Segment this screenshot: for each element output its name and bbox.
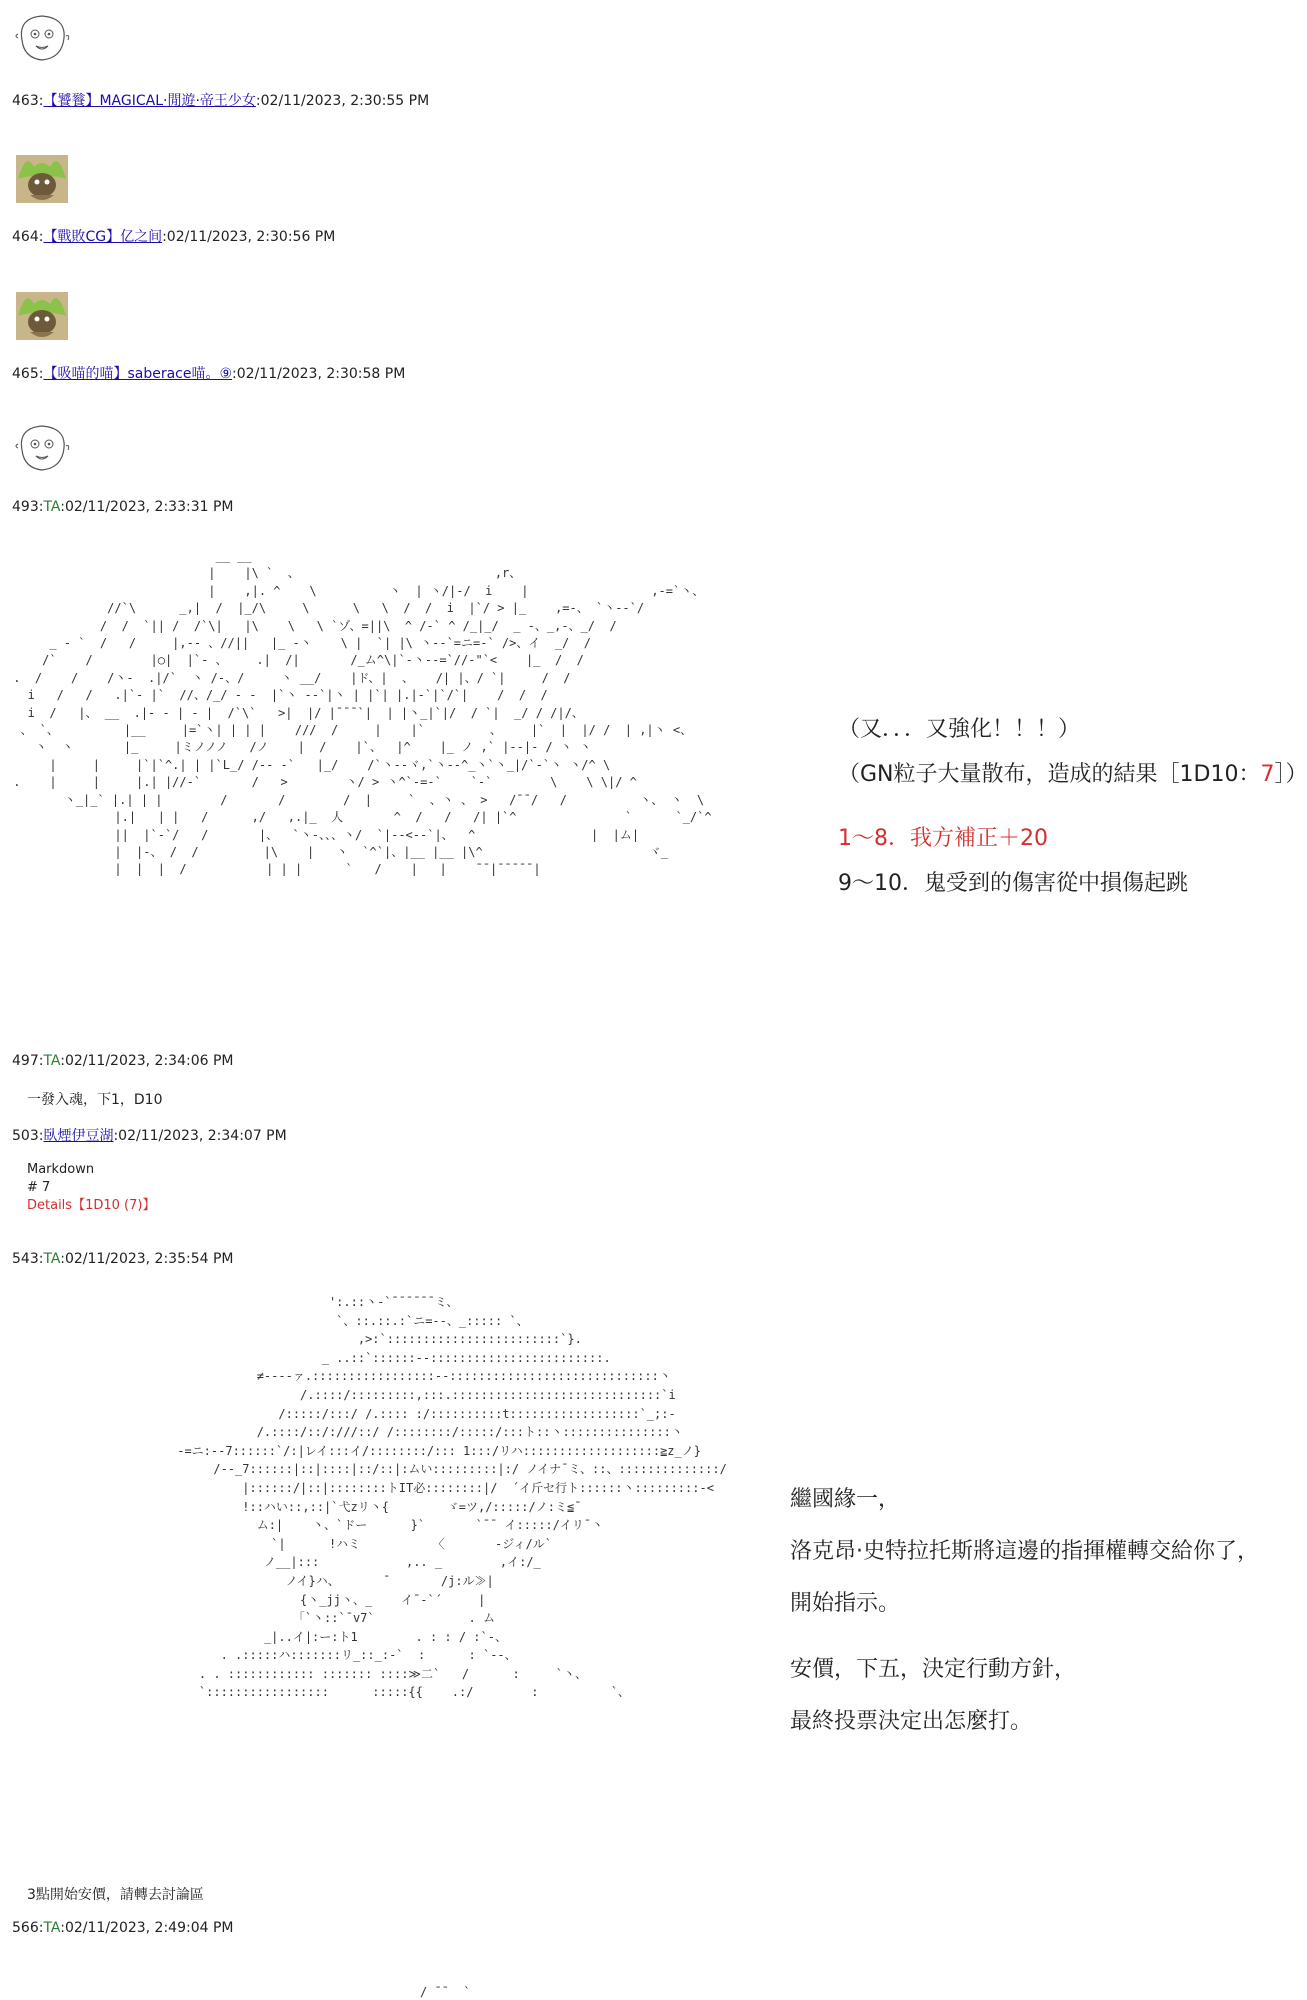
post-number[interactable]: 465 [12, 366, 39, 382]
poster-name-link[interactable]: 【戰敗CG】亿之间 [43, 229, 163, 245]
post-number[interactable]: 543 [12, 1251, 39, 1267]
side-line: 安價，下五，決定行動方針， [790, 1657, 1077, 1682]
post-header: 497:TA:02/11/2023, 2:34:06 PM [12, 1053, 234, 1069]
ascii-art-mecha: __ __ | |\ ` 、 ,r、 | ,|. ^ \ 丶 | 丶/|-/ i | ,-=`丶、 //`\ _,| / |_/\ \ \ \ / / i |`/ > |_ ,=-、 `丶--`/ / / `|| / /`\| |\ \ \ `ゾ、=||\ ^ /-` ^ /_|_/ _ -、_,-、_/ / _ - ` / / |,-- 、//|| |_ -丶 \ | `| |\ 丶--`=ニ=-` />、イ _/ / /` / |○| |`- 、 .| /| /_ム^\|`-丶--=`//-"`< |_ / / . / / /丶- .|/` 丶 /-、/ 丶 __/ |ド、| 、 /| |、/ `| / / i / / .|`- |` //、/_/ - - |`丶 --`|丶 | |`| |.|-`|`/`| / / / i / |、 __ .|- - | - | /`\` >| |/ |¯¯¯`| | |丶_|`|/ / `| _/ / /|/、 、 `、 |__ |=`丶| | | | /// / | |` 、 |` | |/ / | ,|丶 <、 丶 丶 |_ |ミノノノ /ノ | / |`、 |^ |_ ノ ,` |--|- / 丶 丶 | | |`|`^.| | |`L_/ /-- -` |_/ /`丶--ヾ,`丶--^_丶`丶_|/`-`丶 丶/^ \ . | | |.| |//-` / > 丶/ > 丶^`-=-` `-` \ \ \|/ ^ 丶_|_` |.| | | / / / | ` 、丶 、 > /¯¯/ / 丶、 丶 \ |.| | | / ,/ ,.|_ 人 ^ / / /| |`^ ` `_/`^ || |`-`/ / |、 `丶-、、、丶/ `|--<--`|、 ^ | |ム| | |-、 / / |\ | 丶 `^`|、|__ |__ |\^ ヾ_ | | | / | | | ` / | | ¯¯|¯¯¯¯¯| [13, 549, 712, 877]
post-footer-note: 3點開始安價，請轉去討論區 [27, 1887, 204, 1903]
poster-name: TA [43, 1251, 61, 1267]
command-description [790, 1474, 1259, 1748]
ascii-art-fragment: / ¯¯ ` [420, 1985, 471, 1999]
md-line: Markdown [27, 1162, 95, 1177]
roll-result: 7 [1260, 761, 1275, 787]
post-number[interactable]: 493 [12, 499, 39, 515]
post-header: 503:臥煙伊豆湖:02/11/2023, 2:34:07 PM [12, 1128, 287, 1144]
post-time: 02/11/2023, 2:34:07 PM [118, 1128, 287, 1144]
post-header: 465:【吸喵的喵】saberace喵。⑨:02/11/2023, 2:30:58 PM [12, 366, 406, 382]
post-header: 493:TA:02/11/2023, 2:33:31 PM [12, 499, 234, 515]
poster-name: TA [43, 1053, 61, 1069]
post-time: 02/11/2023, 2:30:55 PM [260, 93, 430, 109]
post-header: 543:TA:02/11/2023, 2:35:54 PM [12, 1251, 234, 1267]
poster-name-link[interactable]: 【饕餮】MAGICAL·閒遊·帝王少女 [43, 93, 256, 109]
side-line: 繼國緣一， [790, 1487, 901, 1512]
post-time: 02/11/2023, 2:33:31 PM [64, 499, 234, 515]
post-number[interactable]: 464 [12, 229, 39, 245]
post-header: 566:TA:02/11/2023, 2:49:04 PM [12, 1920, 234, 1936]
side-line: （又．．．又強化！！！） [838, 717, 1081, 742]
character-avatar [12, 145, 72, 205]
character-avatar [12, 282, 72, 342]
dice-details[interactable]: Details【1D10 (7)】 [27, 1198, 156, 1213]
roll-description [838, 716, 1307, 898]
post-time: 02/11/2023, 2:30:56 PM [166, 229, 336, 245]
post-number[interactable]: 463 [12, 93, 39, 109]
side-line-roll: （GN粒子大量散布，造成的結果［1D10：7］） [838, 761, 1307, 787]
ascii-art-character: ':.::丶-`¯¯¯¯¯¯ミ、 `、::.::.:`ニ=--、_::::: `、 ,>:`::::::::::::::::::::::::`}. _ ..::`::::::--::::::::::::::::::::::::. ≠----ァ.:::::::::::::::::--:::::::::::::::::::::::::::::丶 /.::::/:::::::::,:::.:::::::::::::::::::::::::::::`i /:::::/:::/ /.:::: :/::::::::::t::::::::::::::::::`_;:- /.::::/::/:///::/ /::::::::/:::::/:::ト::丶:::::::::::::::丶 -=ニ:--7::::::`/:|レイ:::イ/::::::::/::: 1:::/リハ:::::::::::::::::::≧z_ノ} /--_7::::::|::|::::|::/::|:ムい:::::::::|:/ ノイナ¯ミ、::、::::::::::::::/ |::::::/|::|::::::::トIT必::::::::|/ ´イ斤セ行ト::::::丶:::::::::-< !::ハい::,::|`弋zリ丶{ ゞ=ツ,/:::::/ノ:ミ≦¯ ム:| 丶、`ドー }` `¯¯ イ:::::/イリ¯丶 `| !ハミ 〈 -ジィ/ル` ノ__|::: ,.. _ ,イ:/_ ノイ}ハ、 ¯ /j:ル≫| {丶_jj丶、_ イ¯-`´ | 「`丶::`¯v7` . ム _|..イ|:ー:ト1 . : : / :`-、 . .:::::ハ:::::::リ_::_:-` : : `--、 . . :::::::::::: ::::::: ::::≫二` / : `丶、 `::::::::::::::::: :::::{{ .:/ : `、 [177, 1295, 727, 1700]
poster-name-link[interactable]: 【吸喵的喵】saberace喵。⑨ [43, 366, 233, 382]
post-number[interactable]: 497 [12, 1053, 39, 1069]
dice-result-block [27, 1161, 155, 1215]
side-line: 9～10．鬼受到的傷害從中損傷起跳 [838, 870, 1188, 896]
side-line: 開始指示。 [790, 1591, 901, 1616]
post-number[interactable]: 566 [12, 1920, 39, 1936]
poster-name: TA [43, 499, 61, 515]
poster-name-link[interactable]: 臥煙伊豆湖 [43, 1128, 114, 1144]
post-time: 02/11/2023, 2:35:54 PM [64, 1251, 234, 1267]
post-header: 463:【饕餮】MAGICAL·閒遊·帝王少女:02/11/2023, 2:30:55 PM [12, 93, 430, 109]
post-time: 02/11/2023, 2:49:04 PM [64, 1920, 234, 1936]
side-line: 洛克昂·史特拉托斯將這邊的指揮權轉交給你了， [790, 1539, 1259, 1564]
side-line-highlight: 1～8．我方補正＋20 [838, 826, 1048, 852]
post-time: 02/11/2023, 2:30:58 PM [236, 366, 406, 382]
post-header: 464:【戰敗CG】亿之间:02/11/2023, 2:30:56 PM [12, 229, 336, 245]
post-number[interactable]: 503 [12, 1128, 39, 1144]
md-line: # 7 [27, 1180, 51, 1195]
post-body: 一發入魂，下1，D10 [27, 1092, 163, 1108]
face-doodle-avatar [12, 8, 72, 68]
face-doodle-avatar [12, 418, 72, 478]
post-time: 02/11/2023, 2:34:06 PM [64, 1053, 234, 1069]
poster-name: TA [43, 1920, 61, 1936]
side-line: 最終投票決定出怎麼打。 [790, 1709, 1033, 1734]
